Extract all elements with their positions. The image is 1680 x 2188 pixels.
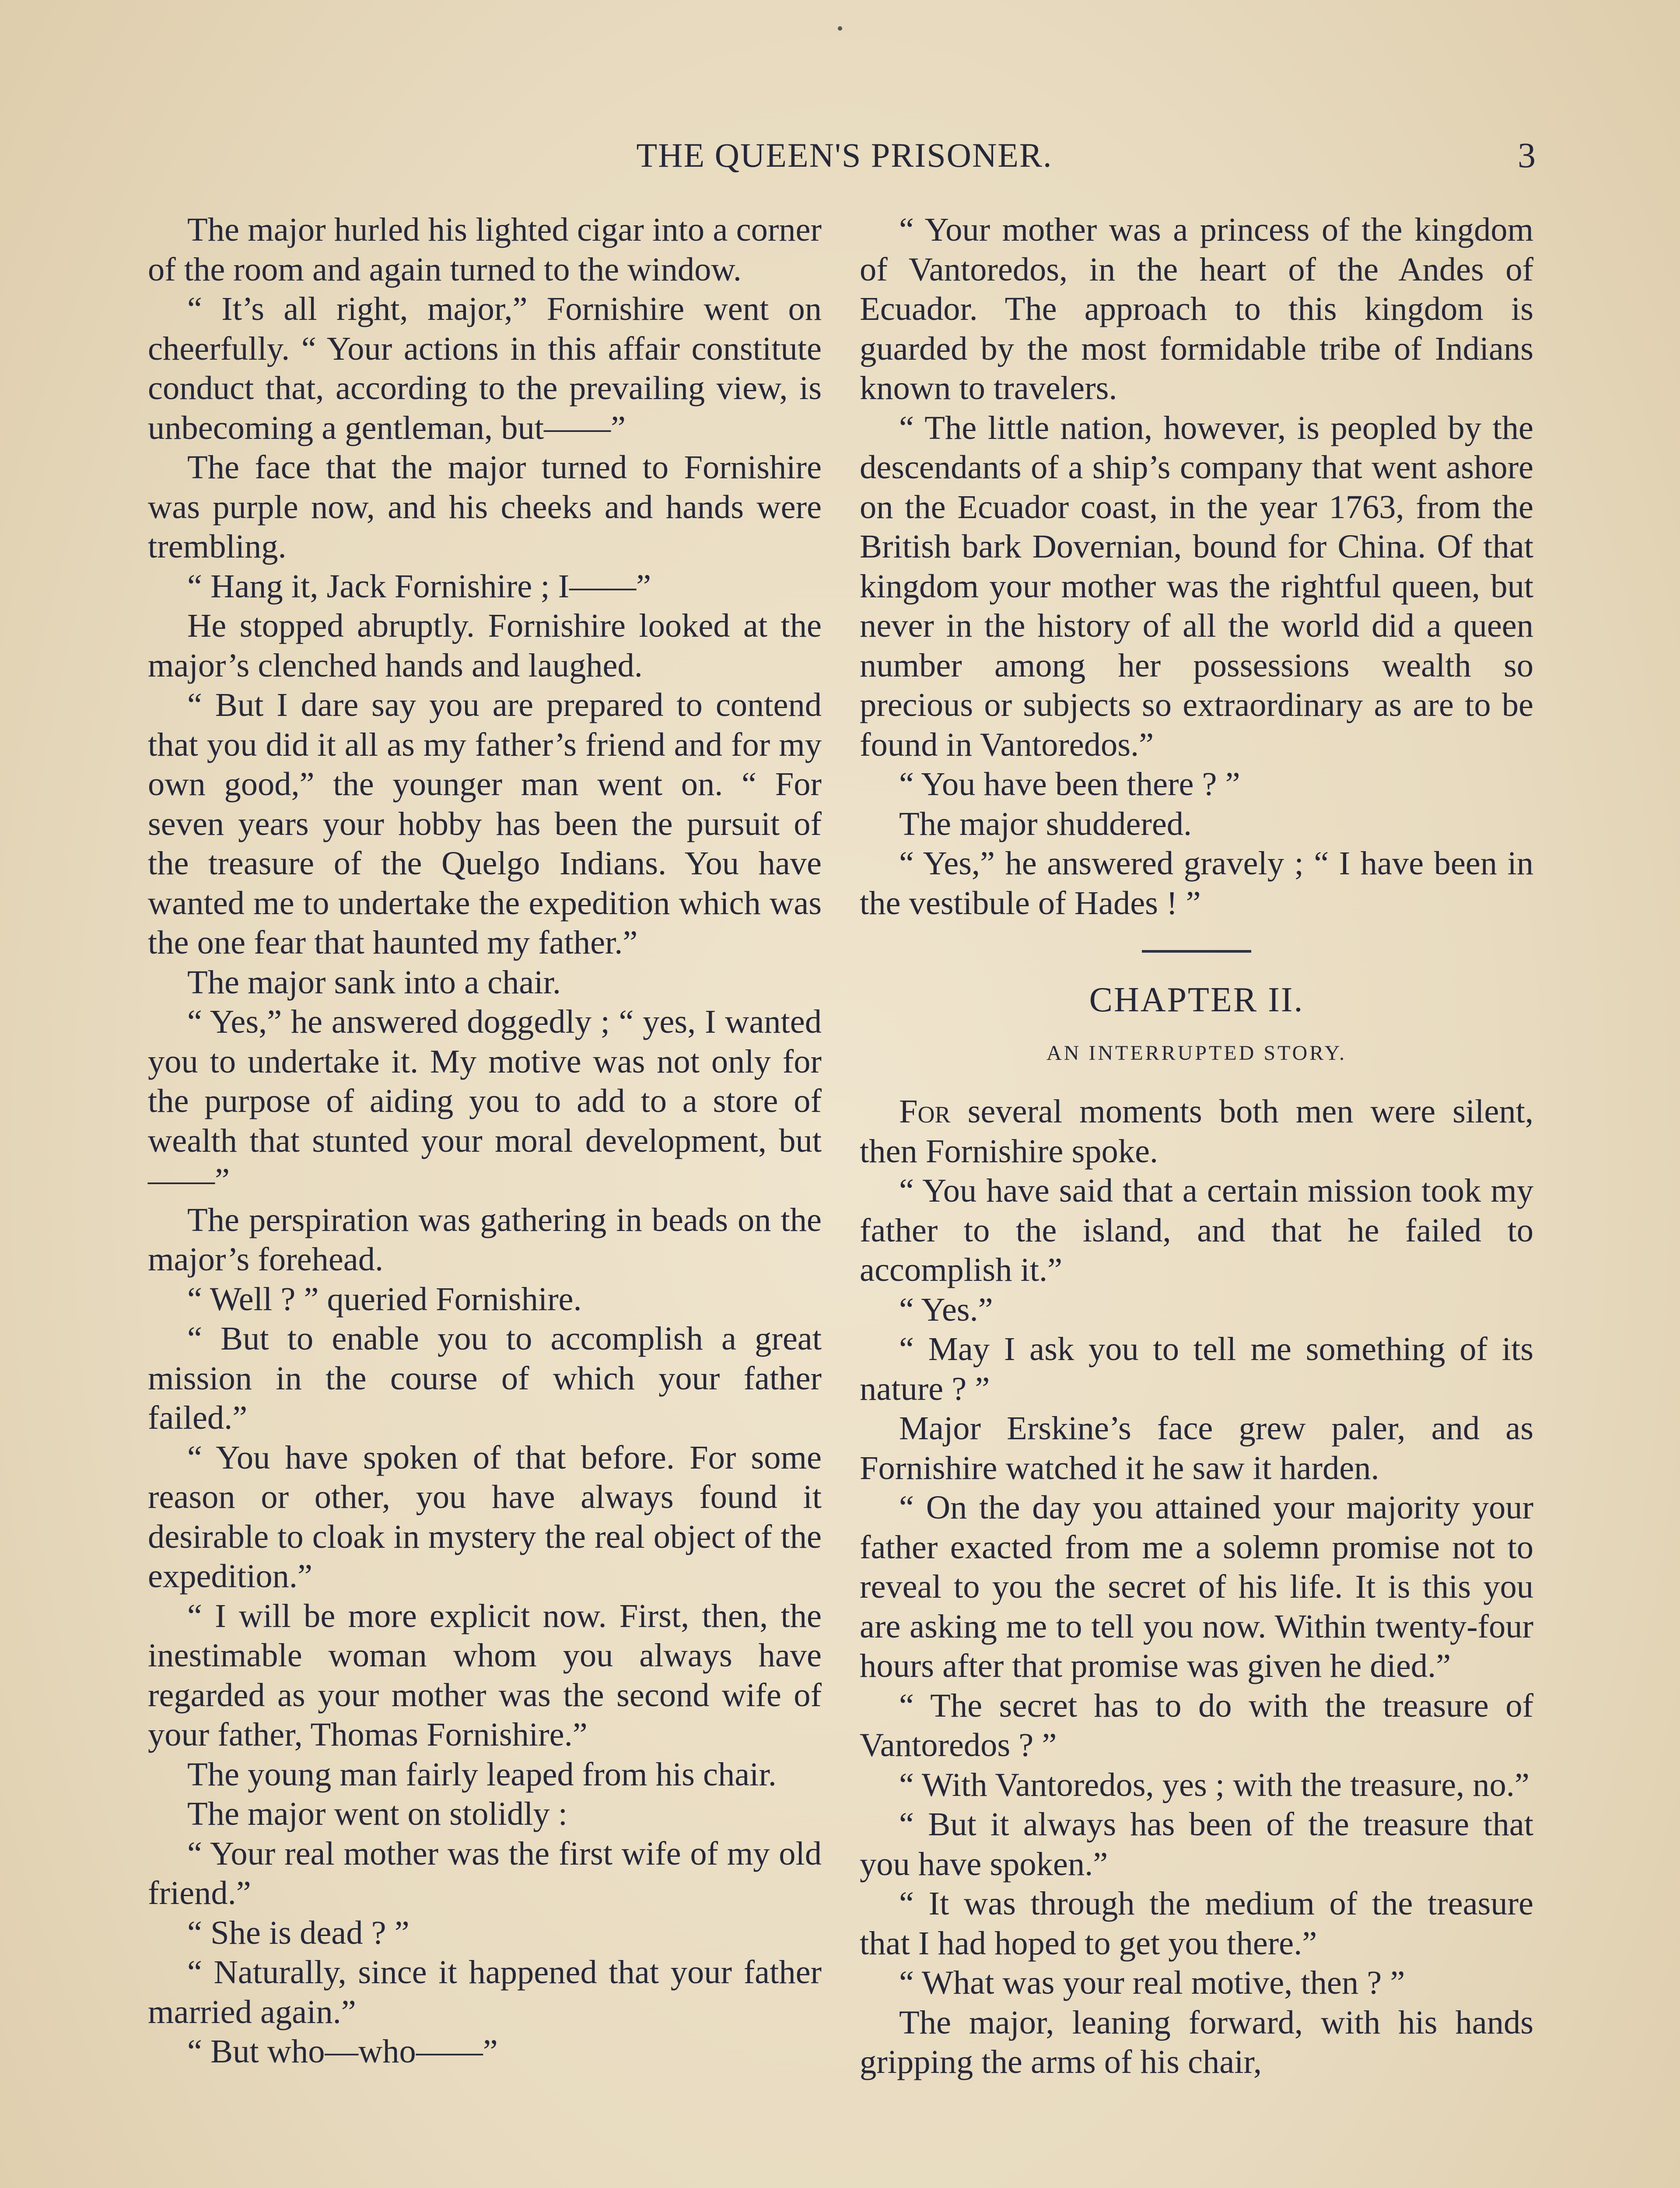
paragraph: “ Your mother was a princess of the kingdom of Vantoredos, in the heart of the Andes of Ecuador. The approach to this kingdom is guarded by the most formidable tribe of Indians known to travelers. bbox=[860, 211, 1533, 407]
paragraph: “ May I ask you to tell me something of its nature ? ” bbox=[860, 1330, 1533, 1407]
paragraph: “ But I dare say you are prepared to contend that you did it all as my father’s friend and for my own good,” the younger man went on. “ For seven years your hobby has been the pursuit of the treasure of the Quelgo Indians. You have wanted me to undertake the expedition which was the one fear that haunted my father.” bbox=[148, 686, 822, 961]
paragraph: “ Your real mother was the first wife of my old friend.” bbox=[148, 1834, 822, 1911]
running-header bbox=[144, 131, 1544, 179]
paragraph: Major Erskine’s face grew paler, and as Fornishire watched it he saw it harden. bbox=[860, 1410, 1533, 1487]
opening-text: several moments both men were silent, then Fornishire spoke. bbox=[860, 1093, 1533, 1170]
chapter-opening-paragraph bbox=[860, 1092, 1533, 1171]
paragraph: “ With Vantoredos, yes ; with the treasure, no.” bbox=[899, 1766, 1530, 1803]
paragraph: “ What was your real motive, then ? ” bbox=[899, 1964, 1405, 2001]
right-column bbox=[860, 210, 1533, 2082]
small-caps-lead: For bbox=[899, 1093, 951, 1130]
left-column bbox=[148, 210, 822, 2072]
paragraph: The major hurled his lighted cigar into a corner of the room and again turned to the window. bbox=[148, 211, 822, 288]
paragraph: “ Yes,” he answered gravely ; “ I have been in the vestibule of Hades ! ” bbox=[860, 845, 1533, 922]
paragraph: The perspiration was gathering in beads on the major’s forehead. bbox=[148, 1201, 822, 1278]
paragraph: The major went on stolidly : bbox=[187, 1795, 567, 1832]
paragraph: “ She is dead ? ” bbox=[187, 1914, 410, 1951]
paragraph: “ Naturally, since it happened that your father married again.” bbox=[148, 1953, 822, 2030]
paragraph: “ Hang it, Jack Fornishire ; I——” bbox=[187, 567, 651, 605]
paragraph: He stopped abruptly. Fornishire looked at the major’s clenched hands and laughed. bbox=[148, 607, 822, 684]
paragraph: “ But to enable you to accomplish a great mission in the course of which your father failed.” bbox=[148, 1320, 822, 1436]
section-divider bbox=[1142, 950, 1251, 953]
paragraph: “ But who—who——” bbox=[187, 2033, 498, 2070]
paragraph: The major sank into a chair. bbox=[187, 963, 561, 1001]
paragraph: “ I will be more explicit now. First, then, the inestimable woman whom you always have regarded as your mother was the second wife of your father, Thomas Fornishire.” bbox=[148, 1597, 822, 1753]
paragraph: The young man fairly leaped from his chair. bbox=[187, 1755, 777, 1793]
paragraph: The face that the major turned to Fornishire was purple now, and his cheeks and hands were trembling. bbox=[148, 449, 822, 565]
paragraph: “ It’s all right, major,” Fornishire went on cheerfully. “ Your actions in this affair constitute conduct that, according to the prevailing view, is unbecoming a gentleman, but——” bbox=[148, 290, 822, 446]
paragraph: The major shuddered. bbox=[899, 805, 1192, 842]
paragraph: The major, leaning forward, with his hands gripping the arms of his chair, bbox=[860, 2003, 1533, 2080]
paragraph: “ But it always has been of the treasure that you have spoken.” bbox=[860, 1806, 1533, 1883]
chapter-heading: CHAPTER II. bbox=[1089, 981, 1304, 1019]
paragraph: “ Yes.” bbox=[899, 1290, 993, 1328]
paragraph: “ You have spoken of that before. For some reason or other, you have always found it desirable to cloak in mystery the real object of the expedition.” bbox=[148, 1438, 822, 1595]
running-title: THE QUEEN'S PRISONER. bbox=[636, 136, 1053, 174]
paragraph: “ Yes,” he answered doggedly ; “ yes, I wanted you to undertake it. My motive was not only for the purpose of aiding you to add to a store of wealth that stunted your moral development, but——” bbox=[148, 1003, 822, 1199]
print-speck bbox=[838, 26, 842, 31]
paragraph: “ It was through the medium of the treasure that I had hoped to get you there.” bbox=[860, 1885, 1533, 1962]
page-number: 3 bbox=[1518, 135, 1536, 175]
paragraph: “ Well ? ” queried Fornishire. bbox=[187, 1280, 582, 1318]
paragraph: “ The secret has to do with the treasure of Vantoredos ? ” bbox=[860, 1687, 1533, 1764]
chapter-subtitle: AN INTERRUPTED STORY. bbox=[1046, 1041, 1347, 1065]
paragraph: “ You have said that a certain mission took my father to the island, and that he failed to accomplish it.” bbox=[860, 1172, 1533, 1288]
paragraph: “ You have been there ? ” bbox=[899, 765, 1240, 803]
paragraph: “ On the day you attained your majority your father exacted from me a solemn promise not to reveal to you the secret of his life. It is this you are asking me to tell you now. Within twenty-four hours after that promise was given he died.” bbox=[860, 1489, 1533, 1684]
paragraph: “ The little nation, however, is peopled by the descendants of a ship’s company that went ashore on the Ecuador coast, in the year 1763, from the British bark Dovernian, bound for China. Of that kingdom your mother was the rightful queen, but never in the history of all the world did a queen number among her possessions wealth so precious or subjects so extraordinary as are to be found in Vantoredos.” bbox=[860, 409, 1533, 763]
